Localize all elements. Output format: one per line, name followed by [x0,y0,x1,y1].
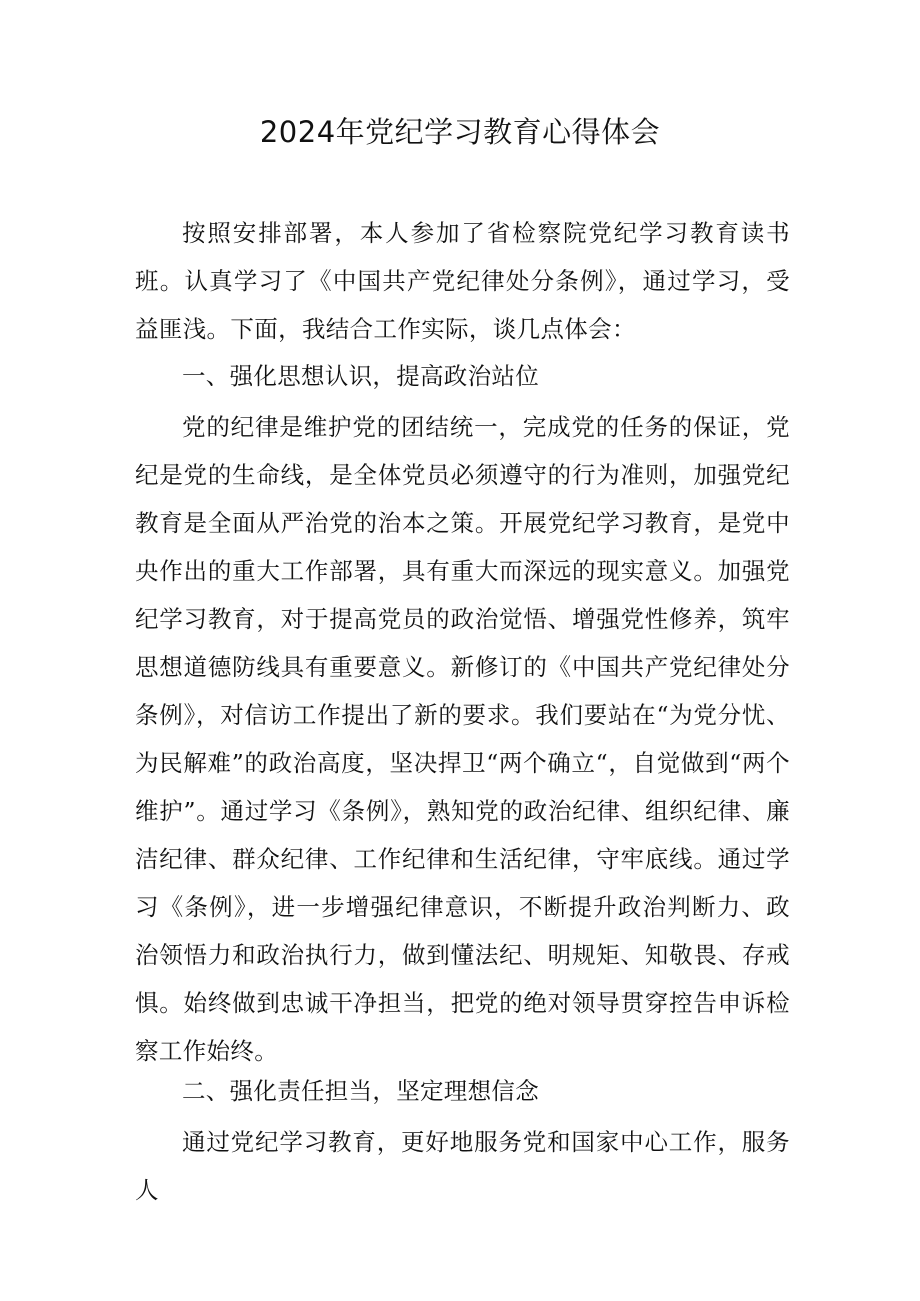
section-2-paragraph: 通过党纪学习教育，更好地服务党和国家中心工作，服务人 [135,1128,790,1204]
section-heading-1: 一、强化思想认识，提高政治站位 [182,362,539,390]
section-1-paragraph: 党的纪律是维护党的团结统一，完成党的任务的保证，党纪是党的生命线，是全体党员必须遵守的行为准则，加强党纪教育是全面从严治党的治本之策。开展党纪学习教育，是党中央作出的重大工作部署，具有重大而深远的现实意义。加强党纪学习教育，对于提高党员的政治觉悟、增强党性修养，筑牢思想道德防线具有重要意义。新修订的《中国共产党纪律处分条例》，对信访工作提出了新的要求。我们要站在“为党分忧、为民解难”的政治高度，坚决捍卫“两个确立“，自觉做到“两个维护”。通过学习《条例》，熟知党的政治纪律、组织纪律、廉洁纪律、群众纪律、工作纪律和生活纪律，守牢底线。通过学习《条例》，进一步增强纪律意识，不断提升政治判断力、政治领悟力和政治执行力，做到懂法纪、明规矩、知敬畏、存戒惧。始终做到忠诚干净担当，把党的绝对领导贯穿控告申诉检察工作始终。 [135,413,790,1065]
section-heading-2: 二、强化责任担当，坚定理想信念 [182,1077,539,1105]
intro-paragraph: 按照安排部署，本人参加了省检察院党纪学习教育读书班。认真学习了《中国共产党纪律处分条例》，通过学习，受益匪浅。下面，我结合工作实际，谈几点体会： [135,219,790,343]
document-title: 2024年党纪学习教育心得体会 [259,115,661,149]
